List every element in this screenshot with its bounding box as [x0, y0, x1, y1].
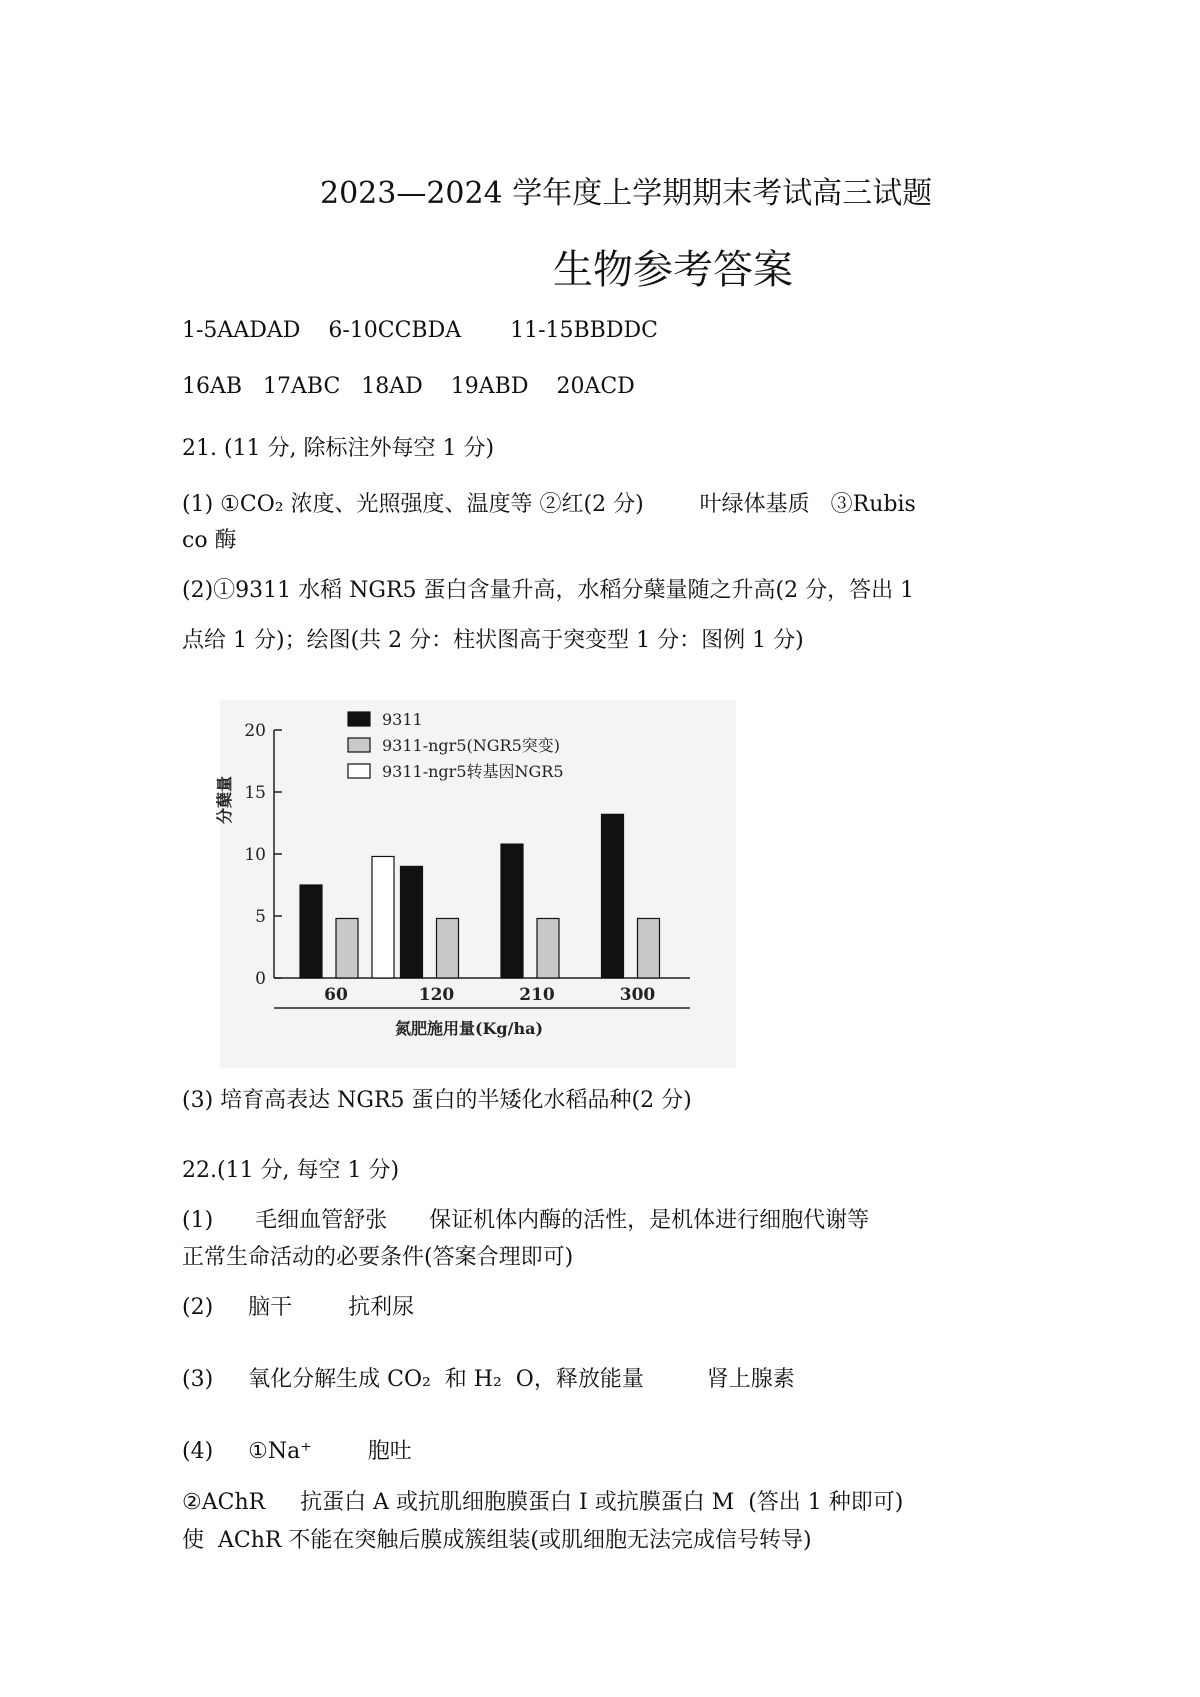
bar-9311-300 [602, 814, 624, 978]
bar-9311-ngr5(NGR5突变)-300 [638, 918, 660, 978]
bar-9311-120 [401, 866, 423, 978]
bar-9311-ngr5(NGR5突变)-120 [437, 918, 459, 978]
answer-key-title: 生物参考答案 [553, 247, 793, 293]
q22-part2: (2) 脑干 抗利尿 [182, 1295, 415, 1320]
mc-answers-row-1: 1-5AADAD 6-10CCBDA 11-15BBDDC [182, 318, 658, 343]
q22-part4: (4) ①Na⁺ 胞吐 [182, 1439, 412, 1464]
legend-swatch-2 [348, 764, 370, 778]
bar-9311-ngr5(NGR5突变)-210 [537, 918, 559, 978]
y-tick-label-10: 10 [244, 845, 266, 865]
legend-label-1: 9311-ngr5(NGR5突变) [382, 736, 560, 755]
tiller-bar-chart [215, 700, 736, 1068]
q21-part3: (3) 培育高表达 NGR5 蛋白的半矮化水稻品种(2 分) [182, 1088, 692, 1113]
legend-swatch-1 [348, 738, 370, 752]
y-axis-title: 分蘖量 [215, 775, 234, 825]
y-tick-label-0: 0 [255, 969, 266, 989]
q22-part4b-line1: ②AChR 抗蛋白 A 或抗肌细胞膜蛋白 I 或抗膜蛋白 M (答出 1 种即可) [182, 1490, 904, 1515]
legend-swatch-0 [348, 712, 370, 726]
bar-9311-ngr5(NGR5突变)-60 [336, 918, 358, 978]
chart-background [220, 700, 736, 1068]
legend-label-2: 9311-ngr5转基因NGR5 [382, 762, 564, 781]
x-axis-title: 氮肥施用量(Kg/ha) [394, 1019, 544, 1038]
bar-9311-ngr5转基因NGR5-60 [372, 856, 394, 978]
q21-part1-line1: (1) ①CO₂ 浓度、光照强度、温度等 ②红(2 分) 叶绿体基质 ③Rubis [182, 492, 916, 517]
x-tick-label-300: 300 [619, 985, 656, 1005]
q22-part1-line1: (1) 毛细血管舒张 保证机体内酶的活性，是机体进行细胞代谢等 [182, 1208, 870, 1233]
exam-title: 2023—2024 学年度上学期期末考试高三试题 [320, 176, 933, 211]
q22-heading: 22.(11 分, 每空 1 分) [182, 1158, 400, 1183]
q21-part2-line2: 点给 1 分)；绘图(共 2 分：柱状图高于突变型 1 分：图例 1 分) [182, 628, 804, 653]
y-tick-label-20: 20 [244, 721, 266, 741]
legend-label-0: 9311 [382, 710, 423, 729]
q22-part4b-line2: 使 AChR 不能在突触后膜成簇组装(或肌细胞无法完成信号转导) [182, 1528, 812, 1553]
mc-answers-row-2: 16AB 17ABC 18AD 19ABD 20ACD [182, 374, 635, 399]
bar-9311-60 [300, 885, 322, 978]
q22-part3: (3) 氧化分解生成 CO₂ 和 H₂ O，释放能量 肾上腺素 [182, 1367, 795, 1392]
q21-part2-line1: (2)①9311 水稻 NGR5 蛋白含量升高，水稻分蘖量随之升高(2 分，答出 1 [182, 578, 915, 603]
x-tick-label-60: 60 [324, 985, 348, 1005]
bar-9311-210 [501, 844, 523, 978]
q21-part1-line2: co 酶 [182, 528, 237, 553]
y-tick-label-15: 15 [244, 783, 266, 803]
x-tick-label-120: 120 [418, 985, 455, 1005]
q21-heading: 21. (11 分, 除标注外每空 1 分) [182, 436, 495, 461]
q22-part1-line2: 正常生命活动的必要条件(答案合理即可) [182, 1245, 574, 1270]
y-tick-label-5: 5 [255, 907, 266, 927]
x-tick-label-210: 210 [519, 985, 555, 1005]
